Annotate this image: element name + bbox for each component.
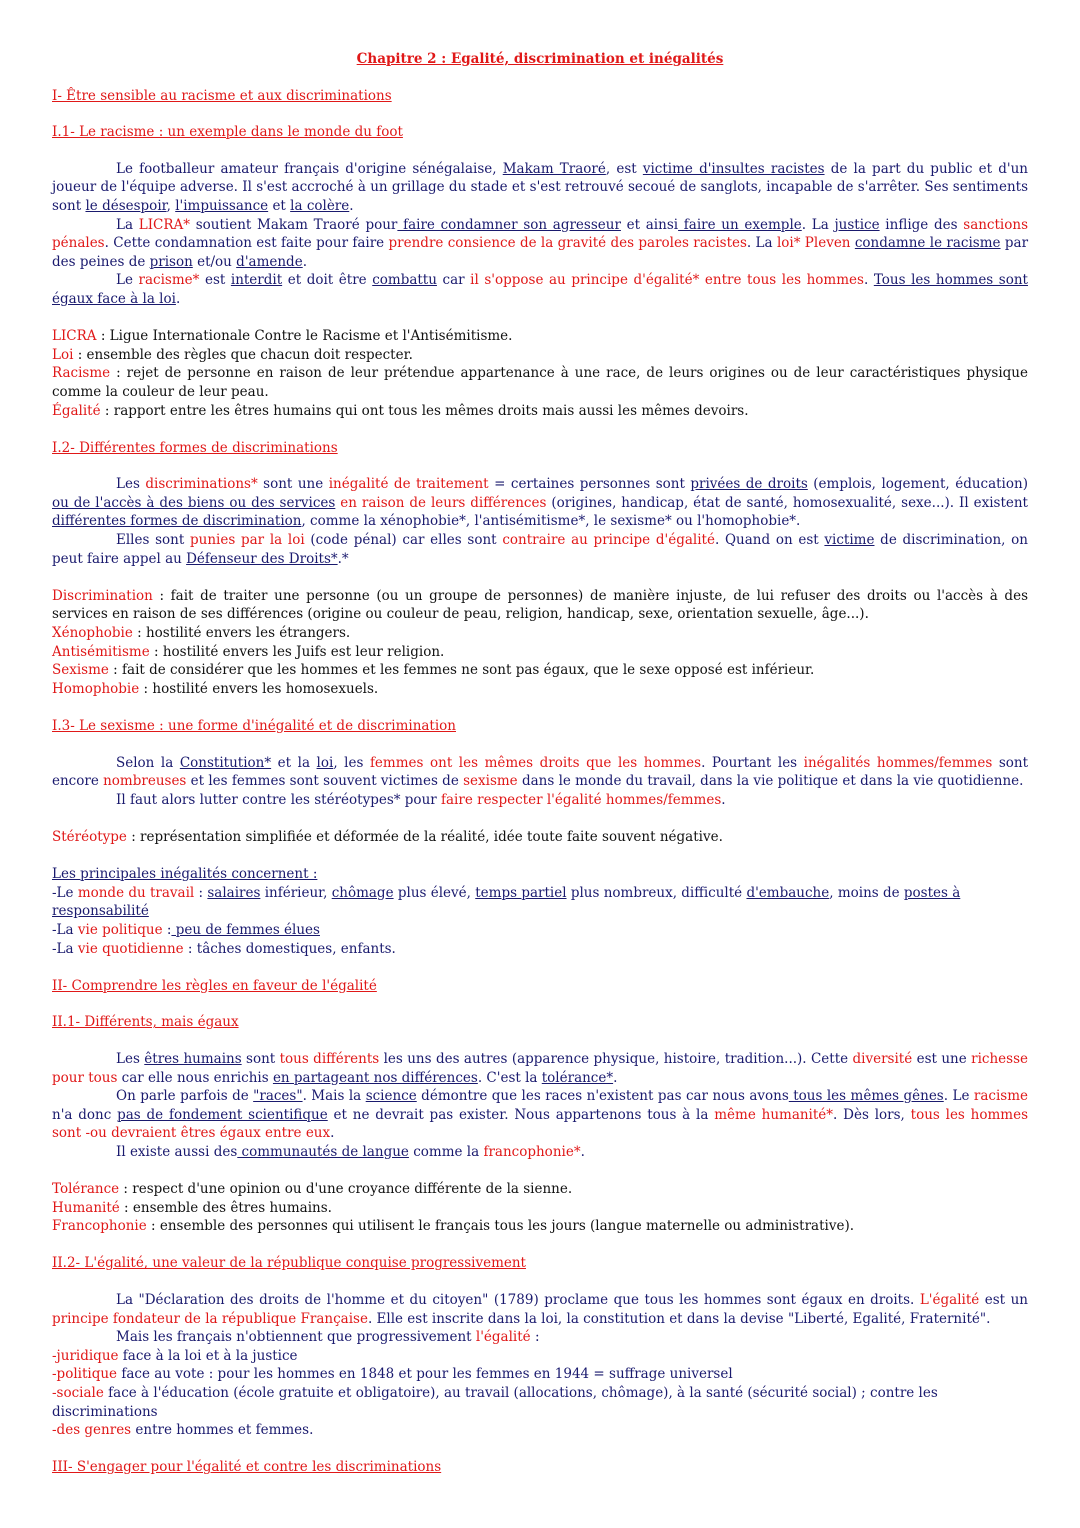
section-2-1-heading: II.1- Différents, mais égaux: [52, 1014, 239, 1031]
text: il s'oppose au principe d'égalité*: [470, 272, 700, 289]
list-heading: Les principales inégalités concernent :: [52, 866, 318, 883]
paragraph: [52, 1328, 1028, 1347]
section-1-heading: I- Être sensible au racisme et aux discriminations: [52, 87, 392, 104]
definition: [52, 1180, 1028, 1199]
text: la colère: [290, 197, 350, 214]
text: justice: [834, 216, 880, 233]
list-item: [52, 940, 1028, 959]
paragraph: [52, 475, 1028, 531]
definition-text: : représentation simplifiée et déformée de la réalité, idée toute faite souvent négative.: [126, 828, 723, 845]
definition-term: LICRA: [52, 328, 97, 345]
text: racisme: [973, 1088, 1029, 1105]
text: par des peines de: [52, 235, 1029, 270]
definition-text: : respect d'une opinion ou d'une croyance différente de la sienne.: [119, 1181, 573, 1198]
text: plus élevé,: [393, 884, 476, 901]
definition-term: Racisme: [52, 365, 111, 382]
text: l'égalité: [475, 1329, 531, 1346]
text: chômage: [331, 884, 394, 901]
text: sexisme: [463, 773, 518, 790]
text: prison: [149, 253, 193, 270]
text: car: [436, 272, 471, 289]
text: . Dès lors,: [833, 1106, 911, 1123]
text: victime: [824, 532, 875, 549]
text: francophonie*: [483, 1143, 581, 1160]
text: contraire au principe d'égalité: [502, 532, 715, 549]
text: inégalité de traitement: [328, 476, 489, 493]
text: .: [302, 253, 307, 270]
text: entre hommes et femmes.: [131, 1422, 314, 1439]
section-2-2-heading: II.2- L'égalité, une valeur de la république conquise progressivement: [52, 1255, 526, 1272]
text: Les: [116, 1050, 145, 1067]
text: (code pénal) car elles sont: [304, 532, 503, 549]
definition-term: Xénophobie: [52, 625, 133, 642]
text: :: [530, 1329, 540, 1346]
definition-term: Antisémitisme: [52, 643, 150, 660]
definition-term: Discrimination: [52, 587, 153, 604]
text: faire respecter l'égalité hommes/femmes: [441, 791, 722, 808]
list-item: [52, 1421, 1028, 1440]
text: loi* Pleven: [776, 235, 851, 252]
text: sont une: [257, 476, 329, 493]
text: soutient Makam Traoré pour: [190, 216, 398, 233]
definition-text: : rejet de personne en raison de leur prétendue appartenance à une race, de leurs origines ou de leur caractéristiques physique comme la couleur de leur peau.: [52, 365, 1028, 400]
text: -politique: [52, 1366, 118, 1383]
text: .: [175, 290, 181, 307]
paragraph: [52, 1050, 1028, 1087]
text: n'a donc: [52, 1106, 118, 1123]
text: sont encore: [52, 754, 1029, 790]
text: .: [349, 197, 354, 214]
list-item: [52, 921, 1028, 940]
text: et la: [271, 754, 317, 771]
definition: [52, 364, 1028, 401]
text: . Quand on est: [714, 532, 825, 549]
text: et les femmes sont souvent victimes de: [186, 773, 464, 790]
text: est une: [912, 1050, 972, 1067]
text: prendre consience de la gravité des paroles racistes: [388, 235, 747, 252]
text: , est: [605, 160, 643, 177]
text: et: [268, 197, 291, 214]
text: Mais les français n'obtiennent que progressivement: [116, 1329, 476, 1346]
text: et/ou: [192, 253, 237, 270]
text: tolérance*: [541, 1069, 614, 1086]
definition-term: Tolérance: [52, 1181, 120, 1198]
text: sont: [241, 1050, 280, 1067]
text: . Pourtant les: [701, 754, 804, 771]
paragraph: [52, 1291, 1028, 1328]
text: Défenseur des Droits*: [186, 550, 338, 567]
text: les uns des autres (apparence physique, histoire, tradition...). Cette: [379, 1050, 853, 1067]
text: êtres humains: [144, 1050, 242, 1067]
text: , moins de: [829, 884, 904, 901]
text: : tâches domestiques, enfants.: [183, 940, 396, 957]
definition-term: Homophobie: [52, 680, 140, 697]
text: car elle nous enrichis: [117, 1069, 273, 1086]
text: tous les hommes sont -ou devraient êtres égaux entre eux: [52, 1106, 1029, 1142]
text: privées de droits: [690, 476, 808, 493]
text: (origines, handicap, état de santé, homosexualité, sexe...). Il existent: [546, 494, 1028, 511]
section-1-3-heading: I.3- Le sexisme : une forme d'inégalité et de discrimination: [52, 718, 456, 734]
text: (emplois, logement, éducation): [807, 476, 1028, 493]
text: postes à responsabilité: [52, 884, 961, 920]
section-1-1-heading: I.1- Le racisme : un exemple dans le monde du foot: [52, 124, 403, 141]
definition-text: : fait de traiter une personne (ou un groupe de personnes) de manière injuste, de lui refuser des droits ou l'accès à des services en raison de ses différences (origine ou couleur de peau, religion, handicap, sexe, orientation sexuelle, âge...).: [52, 587, 1028, 623]
text: le désespoir: [85, 197, 167, 214]
text: . Le: [943, 1088, 974, 1105]
text: :: [194, 884, 208, 901]
text: plus nombreux, difficulté: [566, 884, 747, 901]
paragraph: [52, 271, 1028, 308]
definition-text: : ensemble des personnes qui utilisent le français tous les jours (langue maternelle ou administrative).: [146, 1218, 855, 1235]
definition: [52, 1199, 1028, 1218]
section-2-heading: II- Comprendre les règles en faveur de l'égalité: [52, 977, 377, 994]
text: sanctions pénales: [52, 216, 1028, 252]
definition: [52, 346, 1028, 365]
text: LICRA*: [138, 216, 191, 233]
list-item: [52, 1365, 1028, 1384]
definition-text: : ensemble des règles que chacun doit respecter.: [73, 346, 413, 363]
text: en raison de leurs différences: [340, 494, 547, 511]
text: entre tous les hommes: [704, 272, 864, 289]
paragraph: [52, 791, 1028, 810]
text: et doit être: [282, 272, 373, 289]
text: face au vote : pour les hommes en 1848 et pour les femmes en 1944 = suffrage universel: [117, 1366, 733, 1383]
definition-text: : ensemble des êtres humains.: [119, 1199, 332, 1216]
text: interdit: [230, 272, 283, 289]
text: même humanité*: [714, 1106, 834, 1123]
text: Le: [116, 272, 139, 289]
definition-text: : hostilité envers les Juifs est leur religion.: [149, 643, 445, 660]
text: combattu: [372, 272, 437, 289]
paragraph: [52, 160, 1028, 216]
text: ,: [166, 197, 176, 214]
text: vie quotidienne: [77, 940, 184, 957]
definition: [52, 643, 1028, 662]
text: et ne devrait pas exister. Nous appartenons tous à la: [327, 1106, 715, 1123]
text: l'impuissance: [175, 197, 269, 214]
definition-text: : fait de considérer que les hommes et les femmes ne sont pas égaux, que le sexe opposé est inférieur.: [108, 662, 815, 679]
text: . La: [801, 216, 835, 233]
text: . C'est la: [477, 1069, 542, 1086]
text: science: [365, 1088, 417, 1105]
text: démontre que les races n'existent pas car nous avons: [416, 1088, 789, 1105]
text: salaires: [207, 884, 261, 901]
definition: [52, 402, 1028, 421]
text: peu de femmes élues: [171, 921, 320, 938]
text: . Elle est inscrite dans la loi, la constitution et dans la devise "Liberté, Egalité, Fraternité".: [367, 1310, 991, 1327]
text: .: [721, 791, 726, 808]
text: comme la: [408, 1143, 484, 1160]
text: femmes ont les mêmes droits que les hommes: [369, 754, 702, 771]
text: .: [863, 272, 874, 289]
text: face à l'éducation (école gratuite et obligatoire), au travail (allocations, chômage), à la santé (sécurité social) ; contre les discriminations: [52, 1385, 938, 1420]
text: La: [116, 216, 139, 233]
text: d'embauche: [746, 884, 830, 901]
text: -juridique: [52, 1347, 119, 1364]
text: Elles sont: [116, 532, 191, 549]
text: temps partiel: [475, 884, 567, 901]
text: Il existe aussi des: [116, 1143, 238, 1160]
text: tous les mêmes gênes: [788, 1088, 944, 1105]
text: Il faut alors lutter contre les stéréotypes* pour: [116, 791, 442, 808]
text: vie politique: [77, 921, 163, 938]
definition: [52, 828, 1028, 847]
definition-text: : hostilité envers les étrangers.: [132, 625, 351, 642]
text: L'égalité: [919, 1292, 980, 1309]
text: punies par la loi: [190, 532, 305, 549]
definition: [52, 327, 1028, 346]
text: en partageant nos différences: [272, 1069, 478, 1086]
text: faire condamner son agresseur: [397, 216, 621, 233]
list-item: [52, 884, 1028, 921]
text: communautés de langue: [237, 1143, 409, 1160]
text: ou de l'accès à des biens ou des services: [52, 494, 336, 511]
definition-term: Sexisme: [52, 662, 109, 679]
text: richesse pour tous: [52, 1050, 1029, 1086]
text: La "Déclaration des droits de l'homme et du citoyen" (1789) proclame que tous les hommes sont égaux en droits.: [116, 1292, 920, 1309]
definition: [52, 680, 1028, 699]
text: Constitution*: [179, 754, 272, 771]
text: Les: [116, 476, 146, 493]
text: monde du travail: [77, 884, 195, 901]
paragraph: [52, 531, 1028, 568]
paragraph: [52, 754, 1028, 791]
text: tous différents: [279, 1050, 380, 1067]
text: , comme la xénophobie*, l'antisémitisme*, le sexisme* ou l'homophobie*.: [301, 513, 801, 530]
definition: [52, 661, 1028, 680]
definition-term: Stéréotype: [52, 828, 127, 845]
text: Le footballeur amateur français d'origine sénégalaise,: [116, 160, 503, 177]
text: = certaines personnes sont: [488, 476, 691, 493]
page-title: Chapitre 2 : Egalité, discrimination et inégalités: [356, 51, 724, 67]
definition-term: Égalité: [52, 402, 101, 419]
text: de discrimination, on peut faire appel au: [52, 532, 1028, 567]
text: inférieur,: [260, 884, 332, 901]
text: dans le monde du travail, dans la vie politique et dans la vie quotidienne.: [517, 773, 1024, 790]
paragraph: [52, 216, 1028, 272]
text: -sociale: [52, 1385, 104, 1401]
text: condamne le racisme: [854, 235, 1001, 252]
text: .: [580, 1143, 585, 1160]
text: est: [199, 272, 231, 289]
definition-term: Humanité: [52, 1199, 120, 1216]
text: principe fondateur de la république Française: [52, 1310, 368, 1327]
text: inégalités hommes/femmes: [803, 754, 993, 771]
text: . Cette condamnation est faite pour faire: [104, 235, 389, 252]
text: . Mais la: [302, 1088, 366, 1105]
list-item: [52, 1347, 1028, 1366]
text: faire un exemple: [678, 216, 802, 233]
section-3-heading: III- S'engager pour l'égalité et contre les discriminations: [52, 1459, 442, 1476]
text: -Le: [52, 884, 78, 901]
text: discriminations*: [145, 476, 258, 493]
definition: [52, 624, 1028, 643]
definition-text: : Ligue Internationale Contre le Racisme et l'Antisémitisme.: [96, 328, 513, 345]
text: inflige des: [879, 216, 964, 233]
text: On parle parfois de: [116, 1088, 254, 1105]
text: -des genres: [52, 1422, 132, 1439]
text: et ainsi: [620, 216, 679, 233]
definition-text: : rapport entre les êtres humains qui ont tous les mêmes droits mais aussi les mêmes devoirs.: [100, 402, 749, 419]
paragraph: [52, 1143, 1028, 1162]
text: diversité: [852, 1050, 913, 1067]
definition-term: Loi: [52, 346, 74, 363]
text: face à la loi et à la justice: [118, 1347, 298, 1364]
text: Tous les hommes sont égaux face à la loi: [52, 272, 1028, 307]
text: .: [330, 1125, 335, 1142]
text: :: [162, 921, 172, 938]
definition: [52, 1217, 1028, 1236]
section-1-2-heading: I.2- Différentes formes de discriminations: [52, 439, 338, 456]
text: différentes formes de discrimination: [52, 513, 302, 530]
list-item: [52, 1384, 1028, 1421]
text: .*: [337, 550, 349, 567]
text: racisme*: [138, 272, 200, 289]
paragraph: [52, 1087, 1028, 1143]
text: loi: [316, 754, 334, 771]
text: d'amende: [236, 253, 303, 270]
text: Selon la: [116, 754, 180, 771]
text: , les: [333, 754, 370, 771]
text: est un: [979, 1292, 1028, 1309]
text: pas de fondement scientifique: [117, 1106, 328, 1123]
text: "races": [253, 1088, 303, 1105]
definition-text: : hostilité envers les homosexuels.: [139, 680, 379, 697]
text: -La: [52, 921, 78, 938]
text: de la part du public et d'un joueur de l'équipe adverse. Il s'est accroché à un grillage du stade et s'est retrouvé secoué de sanglots, incapable de s'arrêter. Ses sentiments sont: [52, 160, 1028, 214]
text: -La: [52, 940, 78, 957]
text: . La: [746, 235, 777, 252]
text: nombreuses: [103, 773, 187, 790]
text: .: [613, 1069, 618, 1086]
text: victime d'insultes racistes: [642, 160, 825, 177]
definition: [52, 587, 1028, 624]
definition-term: Francophonie: [52, 1218, 147, 1235]
text: Makam Traoré: [502, 160, 606, 177]
